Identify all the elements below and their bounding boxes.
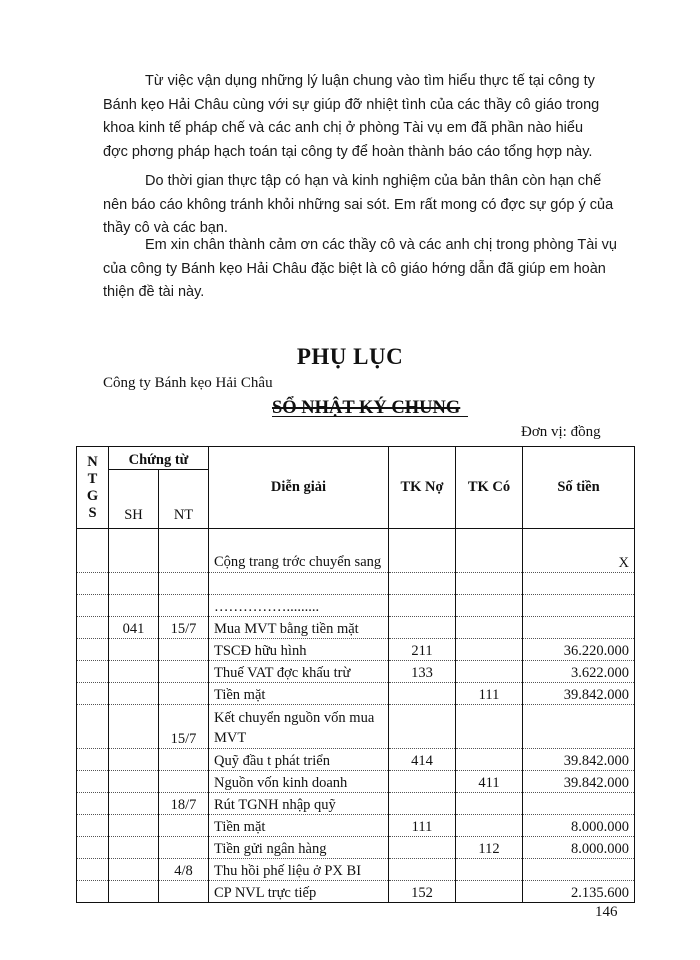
cell-amount: 36.220.000 — [523, 639, 635, 661]
paragraph-line: thầy cô và các bạn. — [103, 220, 228, 236]
cell-description: CP NVL trực tiếp — [209, 881, 389, 903]
cell-ntgs — [77, 529, 109, 573]
cell-credit-account — [456, 705, 523, 749]
page-number: 146 — [595, 904, 618, 920]
cell-ntgs — [77, 639, 109, 661]
cell-debit-account: 414 — [389, 749, 456, 771]
cell-voucher-number — [109, 639, 159, 661]
paragraph-line: Từ việc vận dụng những lý luận chung vào tìm hiểu thực tế tại công ty — [145, 73, 595, 89]
cell-debit-account — [389, 771, 456, 793]
cell-debit-account — [389, 595, 456, 617]
header-debit-account: TK Nợ — [389, 447, 456, 529]
cell-amount: X — [523, 529, 635, 573]
appendix-title: PHỤ LỤC — [296, 344, 404, 369]
cell-amount: 39.842.000 — [523, 771, 635, 793]
cell-credit-account: 112 — [456, 837, 523, 859]
cell-amount — [523, 573, 635, 595]
paragraph-line: Em xin chân thành cảm ơn các thầy cô và các anh chị trong phòng Tài vụ — [145, 237, 617, 253]
general-journal-table — [76, 446, 635, 903]
cell-credit-account — [456, 617, 523, 639]
currency-unit: Đơn vị: đồng — [521, 424, 601, 440]
cell-voucher-date — [159, 837, 209, 859]
cell-ntgs — [77, 859, 109, 881]
cell-ntgs — [77, 705, 109, 749]
cell-voucher-number — [109, 573, 159, 595]
cell-voucher-date: 15/7 — [159, 705, 209, 749]
cell-amount: 8.000.000 — [523, 837, 635, 859]
paragraph-line: thiện đề tài này. — [103, 284, 205, 300]
paragraph-limitations — [103, 170, 633, 241]
cell-credit-account — [456, 661, 523, 683]
cell-voucher-number — [109, 881, 159, 903]
cell-amount: 39.842.000 — [523, 749, 635, 771]
cell-debit-account — [389, 617, 456, 639]
cell-description: Thu hồi phế liệu ở PX BI — [209, 859, 389, 881]
cell-debit-account — [389, 573, 456, 595]
header-voucher-number: SH — [109, 470, 159, 529]
cell-voucher-number — [109, 771, 159, 793]
table-row — [77, 815, 635, 837]
cell-voucher-number — [109, 529, 159, 573]
cell-voucher-date: 4/8 — [159, 859, 209, 881]
cell-credit-account: 111 — [456, 683, 523, 705]
cell-credit-account — [456, 595, 523, 617]
cell-amount — [523, 705, 635, 749]
table-row — [77, 595, 635, 617]
cell-voucher-number — [109, 749, 159, 771]
cell-amount — [523, 793, 635, 815]
cell-debit-account — [389, 793, 456, 815]
cell-voucher-date — [159, 771, 209, 793]
header-voucher-date: NT — [159, 470, 209, 529]
cell-voucher-date: 15/7 — [159, 617, 209, 639]
cell-debit-account: 111 — [389, 815, 456, 837]
cell-voucher-number — [109, 595, 159, 617]
table-row — [77, 881, 635, 903]
cell-voucher-date — [159, 573, 209, 595]
cell-voucher-date — [159, 683, 209, 705]
table-row — [77, 529, 635, 573]
table-row — [77, 683, 635, 705]
table-row — [77, 837, 635, 859]
cell-ntgs — [77, 793, 109, 815]
paragraph-line: nên báo cáo không tránh khỏi những sai sót. Em rất mong có đợc sự góp ý của — [103, 196, 614, 213]
header-amount: Số tiền — [523, 447, 635, 529]
header-credit-account: TK Có — [456, 447, 523, 529]
cell-ntgs — [77, 617, 109, 639]
header-description: Diễn giải — [209, 447, 389, 529]
cell-ntgs — [77, 683, 109, 705]
paragraph-line: Bánh kẹo Hải Châu cùng với sự giúp đỡ nhiệt tình của các thầy cô giáo trong — [103, 96, 600, 113]
cell-ntgs — [77, 573, 109, 595]
journal-title: SỔ NHẬT KÝ CHUNG — [272, 398, 461, 418]
table-row — [77, 661, 635, 683]
paragraph-thanks — [103, 234, 633, 305]
cell-description: Nguồn vốn kinh doanh — [209, 771, 389, 793]
cell-ntgs — [77, 837, 109, 859]
cell-debit-account — [389, 705, 456, 749]
table-row — [77, 793, 635, 815]
cell-description: Tiền mặt — [209, 683, 389, 705]
cell-voucher-number — [109, 661, 159, 683]
paragraph-conclusion — [103, 70, 633, 164]
cell-voucher-number — [109, 793, 159, 815]
cell-amount: 8.000.000 — [523, 815, 635, 837]
cell-credit-account — [456, 529, 523, 573]
table-row — [77, 749, 635, 771]
table-row — [77, 573, 635, 595]
cell-voucher-date: 18/7 — [159, 793, 209, 815]
paragraph-line: khoa kinh tế pháp chế và các anh chị ở phòng Tài vụ em đã phần nào hiểu — [103, 120, 584, 136]
paragraph-line: Do thời gian thực tập có hạn và kinh nghiệm của bản thân còn hạn chế — [145, 173, 602, 189]
cell-voucher-number: 041 — [109, 617, 159, 639]
table-row — [77, 705, 635, 749]
cell-voucher-date — [159, 529, 209, 573]
cell-debit-account: 152 — [389, 881, 456, 903]
cell-amount — [523, 617, 635, 639]
cell-voucher-number — [109, 815, 159, 837]
cell-ntgs — [77, 749, 109, 771]
cell-debit-account — [389, 683, 456, 705]
cell-credit-account — [456, 749, 523, 771]
cell-amount: 2.135.600 — [523, 881, 635, 903]
cell-description: Cộng trang trớc chuyển sang — [209, 529, 389, 573]
cell-description: Quỹ đầu t phát triển — [209, 749, 389, 771]
cell-debit-account — [389, 529, 456, 573]
cell-ntgs — [77, 661, 109, 683]
cell-credit-account — [456, 793, 523, 815]
cell-debit-account — [389, 837, 456, 859]
cell-description: Tiền mặt — [209, 815, 389, 837]
cell-voucher-number — [109, 837, 159, 859]
cell-amount — [523, 595, 635, 617]
cell-description: Rút TGNH nhập quỹ — [209, 793, 389, 815]
cell-voucher-date — [159, 661, 209, 683]
table-row — [77, 617, 635, 639]
cell-ntgs — [77, 815, 109, 837]
cell-credit-account — [456, 573, 523, 595]
cell-voucher-date — [159, 595, 209, 617]
header-voucher-group: Chứng từ — [109, 447, 209, 470]
company-name: Công ty Bánh kẹo Hải Châu — [103, 375, 273, 391]
table-row — [77, 639, 635, 661]
table-row — [77, 771, 635, 793]
header-ntgs: N T G S — [77, 447, 109, 529]
cell-voucher-number — [109, 683, 159, 705]
cell-description: Thuế VAT đợc khấu trừ — [209, 661, 389, 683]
cell-description: ……………......... — [209, 595, 389, 617]
cell-amount: 3.622.000 — [523, 661, 635, 683]
cell-amount — [523, 859, 635, 881]
cell-ntgs — [77, 881, 109, 903]
cell-ntgs — [77, 595, 109, 617]
cell-description: TSCĐ hữu hình — [209, 639, 389, 661]
journal-rows — [77, 529, 635, 903]
cell-debit-account: 133 — [389, 661, 456, 683]
cell-debit-account: 211 — [389, 639, 456, 661]
cell-debit-account — [389, 859, 456, 881]
cell-description: Tiền gửi ngân hàng — [209, 837, 389, 859]
table-row — [77, 859, 635, 881]
cell-description: Mua MVT bằng tiền mặt — [209, 617, 389, 639]
cell-credit-account — [456, 815, 523, 837]
paragraph-line: của công ty Bánh kẹo Hải Châu đặc biệt là cô giáo hớng dẫn đã giúp em hoàn — [103, 260, 606, 277]
cell-voucher-date — [159, 639, 209, 661]
cell-voucher-number — [109, 705, 159, 749]
cell-voucher-number — [109, 859, 159, 881]
cell-amount: 39.842.000 — [523, 683, 635, 705]
cell-credit-account — [456, 881, 523, 903]
cell-description — [209, 573, 389, 595]
cell-credit-account: 411 — [456, 771, 523, 793]
cell-description: Kết chuyển nguồn vốn mua MVT — [209, 705, 389, 749]
cell-credit-account — [456, 859, 523, 881]
cell-voucher-date — [159, 749, 209, 771]
cell-credit-account — [456, 639, 523, 661]
cell-ntgs — [77, 771, 109, 793]
cell-voucher-date — [159, 815, 209, 837]
cell-voucher-date — [159, 881, 209, 903]
paragraph-line: đợc phơng pháp hạch toán tại công ty để hoàn thành báo cáo tổng hợp này. — [103, 143, 593, 160]
